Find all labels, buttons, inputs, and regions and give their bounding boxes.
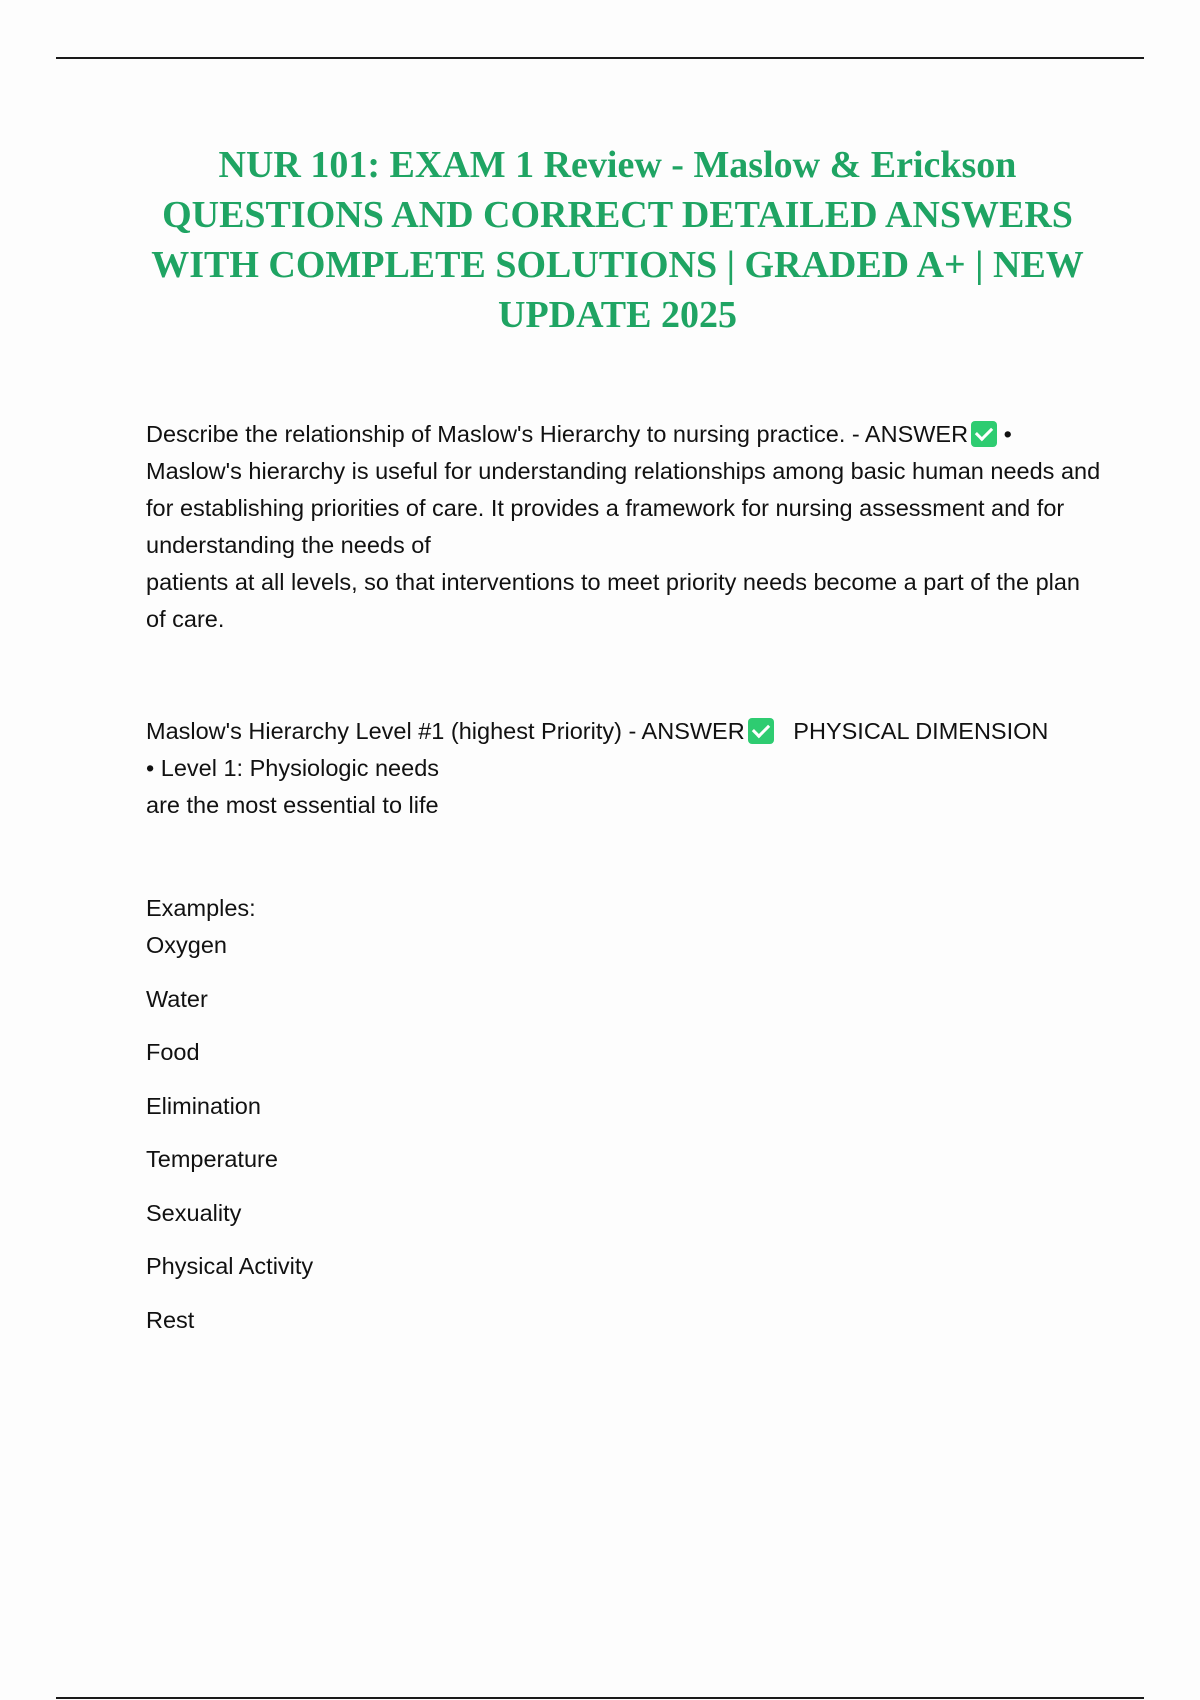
question-1-answer-part2: patients at all levels, so that interventions to meet priority needs become a part of the plan of care. (146, 569, 1080, 632)
document-body (146, 416, 1101, 1355)
example-item: Physical Activity (146, 1253, 314, 1279)
example-item: Elimination (146, 1092, 261, 1119)
spacer (146, 638, 1101, 713)
question-2-text: Maslow's Hierarchy Level #1 (highest Priority) - ANSWER (146, 718, 745, 744)
bottom-rule (56, 1697, 1144, 1699)
example-item: Food (146, 1039, 200, 1065)
example-item: Rest (146, 1306, 195, 1333)
top-rule (56, 57, 1144, 59)
example-item: Oxygen (146, 932, 227, 958)
example-item: Sexuality (146, 1199, 242, 1226)
question-2-answer-heading: PHYSICAL DIMENSION (793, 718, 1049, 744)
example-item: Temperature (146, 1146, 278, 1172)
question-2 (146, 713, 1101, 750)
level-1-line: • Level 1: Physiologic needs (146, 755, 440, 781)
check-mark-icon (971, 421, 997, 447)
examples-list (146, 927, 1101, 1355)
question-1-text: Describe the relationship of Maslow's Hierarchy to nursing practice. - ANSWER (146, 421, 969, 447)
examples-label: Examples: (146, 895, 256, 921)
spacer (146, 824, 1101, 890)
question-1-answer-part1: • Maslow's hierarchy is useful for understanding relationships among basic human needs and for establishing priorities of care. It provides a framework for nursing assessment and for understanding the needs of (146, 421, 1101, 558)
check-mark-icon (748, 718, 774, 744)
level-1-description: are the most essential to life (146, 792, 439, 818)
question-1 (146, 416, 1101, 564)
document-title: NUR 101: EXAM 1 Review - Maslow & Erickson QUESTIONS AND CORRECT DETAILED ANSWERS WITH COMPLETE SOLUTIONS | GRADED A+ | NEW UPDATE 2025 (151, 144, 1084, 336)
example-item: Water (146, 985, 208, 1012)
